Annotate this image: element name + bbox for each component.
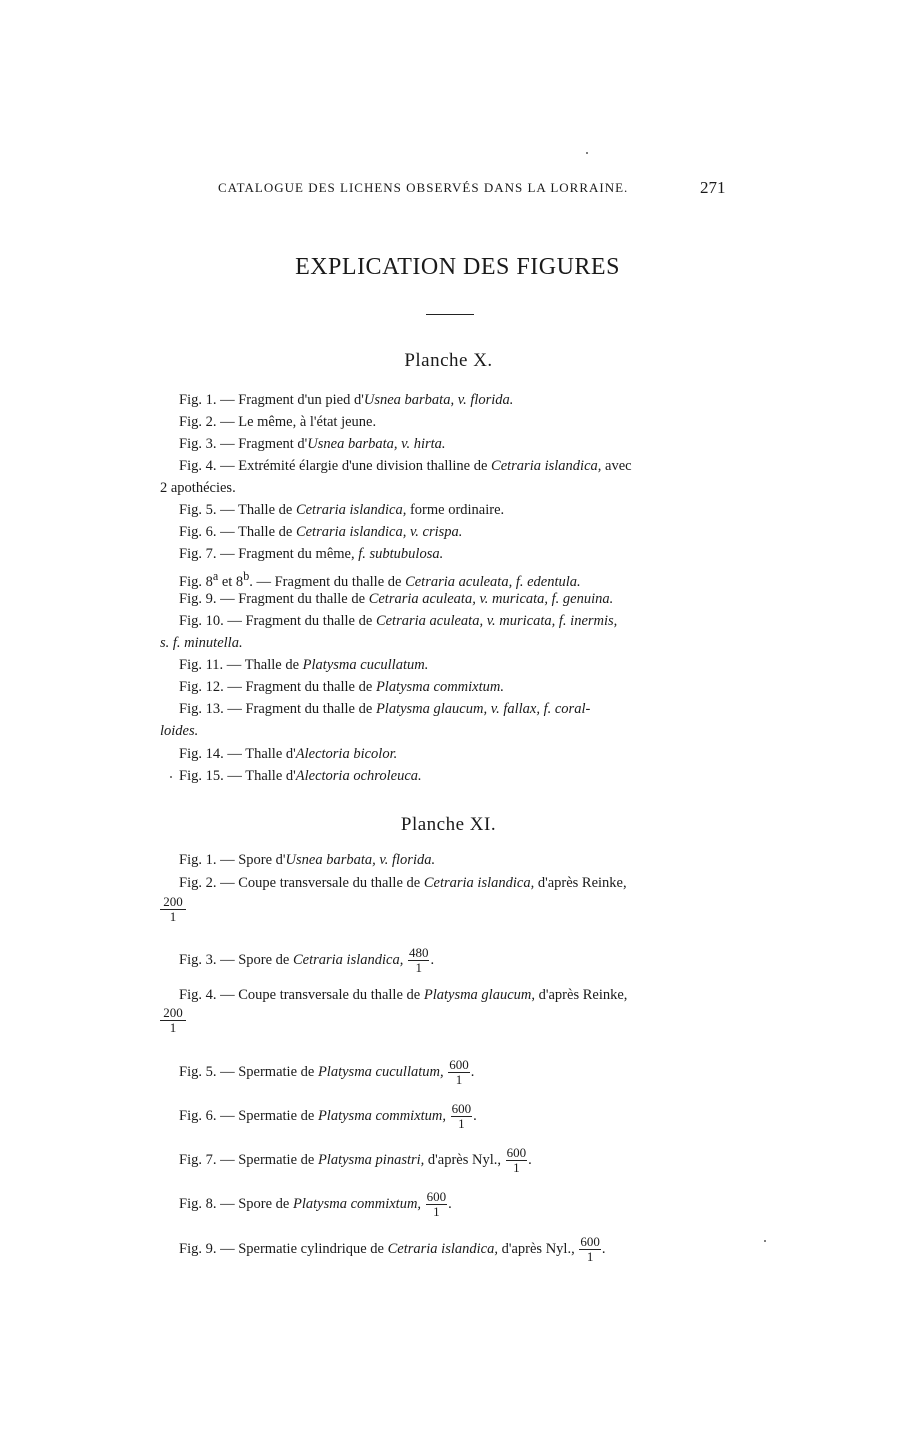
caption-text: Fragment du thalle de	[274, 573, 406, 590]
fig-label: Fig. 8$^a$ et 8$^b$. —	[179, 569, 271, 590]
caption-x-12	[179, 677, 504, 697]
taxon-name: Platysma cucullatum,	[317, 1063, 444, 1080]
caption-x-10	[179, 611, 617, 631]
caption-text: Spermatie cylindrique de	[238, 1240, 388, 1257]
caption-xi-7: Fig. 7. — Spermatie de Platysma pinastri, d'après Nyl., $\frac{600}{1}$ .	[179, 1145, 532, 1175]
fig-label: Fig. 6. —	[179, 1107, 235, 1124]
caption-x-5	[179, 500, 504, 520]
fig-label: Fig. 1. —	[179, 852, 235, 868]
magnification-fraction: $\frac{480}{1}$	[408, 945, 429, 975]
fig-label: Fig. 7. —	[179, 546, 235, 562]
fig-label: Fig. 2. —	[179, 875, 235, 891]
taxon-name: Platysma pinastri,	[317, 1151, 425, 1168]
magnification-fraction: $\frac{600}{1}$	[580, 1234, 600, 1264]
caption-x-13	[179, 699, 590, 719]
taxon-name: Cetraria islandica,	[295, 502, 407, 518]
caption-text: Thalle de	[237, 502, 296, 518]
magnification-fraction	[160, 1006, 186, 1035]
fig-label: Fig. 5. —	[179, 1063, 235, 1080]
caption-xi-8: Fig. 8. — Spore de Platysma commixtum, $\frac{600}{1}$ .	[179, 1189, 452, 1219]
running-header: CATALOGUE DES LICHENS OBSERVÉS DANS LA LORRAINE.	[218, 180, 629, 195]
magnification-fraction: $\frac{600}{1}$	[426, 1189, 447, 1219]
magnification-fraction: $\frac{600}{1}$	[506, 1145, 527, 1175]
title-rule	[426, 314, 474, 315]
fig-label: Fig. 5. —	[179, 502, 235, 518]
caption-text: Spermatie de	[238, 1063, 318, 1080]
caption-x-15	[179, 766, 422, 786]
fig-label: Fig. 1. —	[179, 392, 235, 408]
taxon-name: Platysma glaucum,	[423, 987, 535, 1003]
magnification-fraction: $\frac{600}{1}$	[449, 1057, 469, 1087]
caption-text: Spermatie de	[238, 1107, 318, 1124]
caption-text: forme ordinaire.	[406, 502, 505, 518]
fig-label: Fig. 14. —	[179, 746, 242, 762]
taxon-name: Alectoria ochroleuca.	[295, 768, 422, 784]
caption-x-2	[179, 412, 376, 432]
caption-text: Spore de	[238, 951, 293, 968]
caption-xi-3: Fig. 3. — Spore de Cetraria islandica, $\frac{480}{1}$ .	[179, 945, 435, 975]
caption-x-9	[179, 589, 613, 609]
caption-text: Fragment d'un pied d'	[238, 392, 364, 408]
caption-x-4	[179, 456, 632, 476]
caption-text: Coupe transversale du thalle de	[238, 875, 424, 891]
magnification-fraction	[160, 895, 186, 924]
fig-label: Fig. 2. —	[179, 414, 235, 430]
caption-x-6	[179, 522, 462, 542]
planche-xi-heading: Planche XI.	[400, 814, 497, 835]
caption-text: Coupe transversale du thalle de	[238, 987, 424, 1003]
caption-x-10-cont	[160, 633, 243, 653]
print-speck	[764, 1240, 766, 1242]
taxon-name: Platysma commixtum.	[375, 679, 504, 695]
caption-text: Spore d'	[238, 852, 286, 868]
caption-x-4-cont: 2 apothécies.	[160, 480, 236, 496]
taxon-name: loides.	[160, 723, 199, 739]
caption-xi-9: Fig. 9. — Spermatie cylindrique de Cetraria islandica, d'après Nyl., $\frac{600}{1}$ .	[179, 1234, 606, 1264]
taxon-name: s. f. minutella.	[160, 635, 243, 651]
caption-text: Fragment d'	[238, 436, 308, 452]
taxon-name: Cetraria islandica,	[292, 951, 404, 968]
taxon-name: Platysma glaucum, v. fallax, f. coral-	[375, 701, 591, 717]
fig-label: Fig. 6. —	[179, 524, 235, 540]
fig-label: Fig. 9. —	[179, 1240, 235, 1257]
caption-text: d'après Reinke,	[534, 875, 627, 891]
caption-text: Spermatie de	[238, 1151, 318, 1168]
taxon-name: Platysma commixtum,	[317, 1107, 447, 1124]
fig-label: Fig. 15. —	[179, 768, 242, 784]
caption-text: Thalle de	[237, 524, 296, 540]
caption-xi-4	[179, 985, 627, 1005]
taxon-name: Cetraria islandica,	[491, 458, 602, 474]
caption-text: Spore de	[238, 1195, 293, 1212]
caption-text: Thalle d'	[245, 768, 296, 784]
taxon-name: Usnea barbata, v. florida.	[285, 852, 436, 868]
caption-text: avec	[601, 458, 632, 474]
taxon-name: Usnea barbata, v. florida.	[363, 392, 514, 408]
caption-xi-6: Fig. 6. — Spermatie de Platysma commixtum, $\frac{600}{1}$ .	[179, 1101, 477, 1131]
caption-x-3	[179, 434, 446, 454]
fraction-numerator: 200	[160, 895, 186, 910]
taxon-name: Cetraria aculeata, f. edentula.	[405, 573, 581, 590]
caption-text: Fragment du thalle de	[238, 591, 369, 607]
taxon-name: Usnea barbata, v. hirta.	[307, 436, 446, 452]
planche-x-heading: Planche X.	[404, 350, 493, 371]
fig-label: Fig. 11. —	[179, 657, 242, 673]
fig-label: Fig. 9. —	[179, 591, 235, 607]
caption-x-1	[179, 390, 513, 410]
caption-text: d'après Nyl.,	[424, 1151, 502, 1168]
magnification-fraction: $\frac{600}{1}$	[451, 1101, 472, 1131]
caption-text: Thalle d'	[245, 746, 296, 762]
fig-label: Fig. 3. —	[179, 951, 235, 968]
fraction-numerator: 200	[160, 1006, 186, 1021]
taxon-name: Cetraria islandica,	[387, 1240, 498, 1257]
caption-x-14	[179, 744, 397, 764]
caption-xi-2	[179, 873, 627, 893]
caption-x-8	[179, 566, 581, 592]
caption-text: Fragment du même,	[238, 546, 359, 562]
caption-text: Fragment du thalle de	[245, 613, 376, 629]
page-title: EXPLICATION DES FIGURES	[295, 254, 620, 280]
fraction-denominator: 1	[169, 1020, 177, 1035]
caption-xi-1	[179, 850, 435, 870]
caption-text: Fragment du thalle de	[245, 701, 376, 717]
taxon-name: Cetraria aculeata, v. muricata, f. inermis,	[375, 613, 618, 629]
caption-text: d'après Reinke,	[535, 987, 628, 1003]
caption-x-11	[179, 655, 428, 675]
caption-text: Extrémité élargie d'une division thalline de	[238, 458, 492, 474]
print-speck	[586, 152, 588, 154]
fig-label: Fig. 13. —	[179, 701, 242, 717]
taxon-name: Cetraria islandica,	[423, 875, 535, 891]
taxon-name: f. subtubulosa.	[358, 546, 444, 562]
page-number: 271	[700, 178, 726, 197]
caption-x-13-cont	[160, 721, 198, 741]
fig-label: Fig. 3. —	[179, 436, 235, 452]
fraction-denominator: 1	[169, 909, 177, 924]
caption-x-7	[179, 544, 443, 564]
caption-text: d'après Nyl.,	[497, 1240, 575, 1257]
fig-label: Fig. 4. —	[179, 987, 235, 1003]
taxon-name: Platysma commixtum,	[292, 1195, 422, 1212]
caption-text: Fragment du thalle de	[245, 679, 376, 695]
fig-label: Fig. 4. —	[179, 458, 235, 474]
taxon-name: Cetraria islandica, v. crispa.	[295, 524, 463, 540]
caption-text: Le même, à l'état jeune.	[238, 414, 377, 430]
caption-xi-5: Fig. 5. — Spermatie de Platysma cucullatum, $\frac{600}{1}$ .	[179, 1057, 475, 1087]
caption-text: Thalle de	[244, 657, 303, 673]
fig-label: Fig. 8. —	[179, 1195, 235, 1212]
fig-label: Fig. 12. —	[179, 679, 242, 695]
taxon-name: Alectoria bicolor.	[295, 746, 398, 762]
taxon-name: Platysma cucullatum.	[302, 657, 429, 673]
taxon-name: Cetraria aculeata, v. muricata, f. genuina.	[368, 591, 614, 607]
fig-label: Fig. 7. —	[179, 1151, 235, 1168]
print-speck	[170, 776, 172, 778]
fig-label: Fig. 10. —	[179, 613, 242, 629]
